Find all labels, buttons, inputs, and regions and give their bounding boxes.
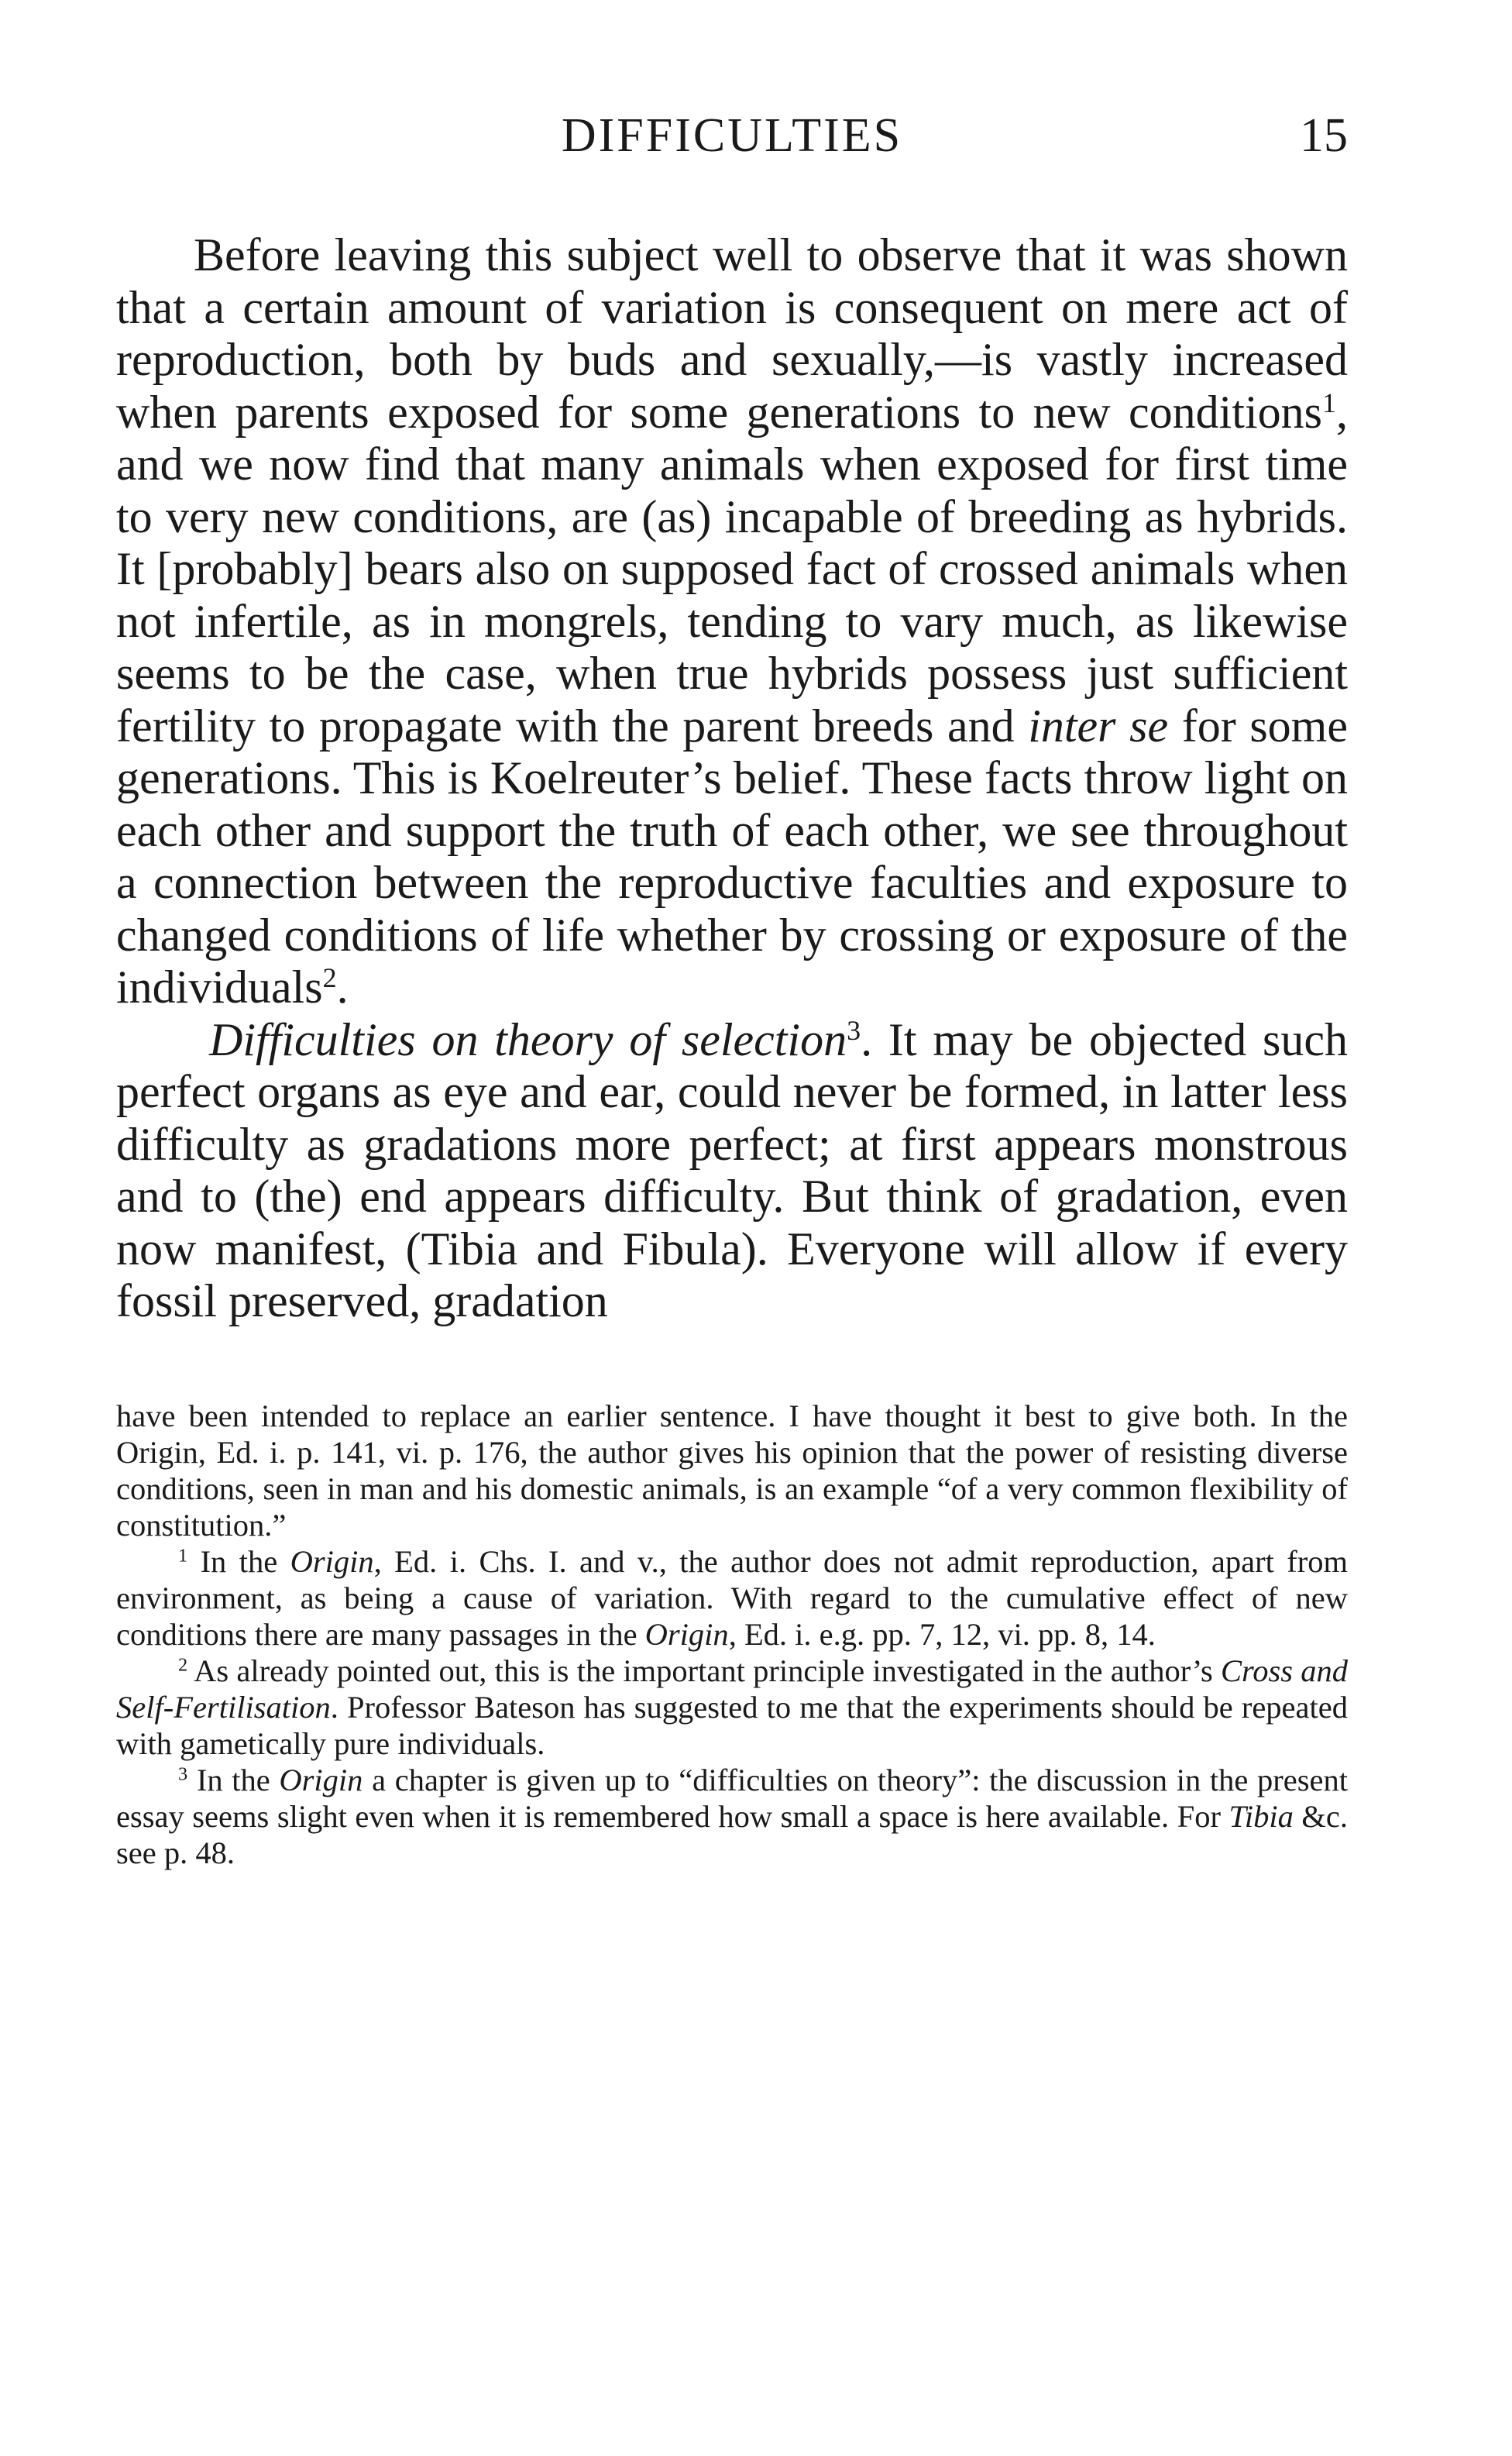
running-head: DIFFICULTIES — [561, 109, 903, 162]
section-heading: Difficulties on theory of selection — [209, 1013, 847, 1065]
text-run: . It may be objected such perfect organs as eye and ear, could never be formed, in latter less difficulty as gradations more perfect; at first appears monstrous and to (the) end appears difficulty. But think of gradation, even now manifest, (Tibia and Fibula). Everyone will allow if every fossil preserved, gradation — [116, 1013, 1348, 1326]
footnotes — [116, 1398, 1348, 1871]
footnote-text: In the — [187, 1543, 290, 1579]
footnote-marker: 2 — [178, 1654, 188, 1676]
footnote-text: . Professor Bateson has suggested to me that the experiments should be repeated with gametically pure individuals. — [116, 1689, 1348, 1761]
footnote-text: , Ed. i. Chs. I. and v., the author does not admit reproduction, apart from environment, as being a cause of variation. With regard to the cumulative effect of new conditions there are many passages in the — [116, 1543, 1348, 1652]
footnote-text: In the — [187, 1762, 280, 1797]
paragraph-reproduction — [116, 229, 1348, 1014]
book-title: Origin — [290, 1543, 374, 1579]
footnote-2 — [116, 1653, 1348, 1762]
footnote-1 — [116, 1543, 1348, 1653]
footnote-text: As already pointed out, this is the important principle investigated in the author’s — [187, 1653, 1221, 1688]
book-page — [116, 108, 1348, 1871]
book-title: Cross and Self-Fertilisation — [116, 1653, 1348, 1725]
footnote-marker: 1 — [178, 1545, 188, 1567]
page-number: 15 — [1300, 109, 1348, 162]
book-title: Origin — [279, 1762, 363, 1797]
footnote-ref-3: 3 — [847, 1014, 861, 1046]
italic-term: Tibia — [1228, 1798, 1294, 1834]
footnote-ref-2: 2 — [322, 962, 337, 994]
footnote-continued — [116, 1398, 1348, 1543]
page-header — [116, 108, 1348, 178]
footnote-marker: 3 — [178, 1763, 188, 1785]
footnote-text: , Ed. i. e.g. pp. 7, 12, vi. pp. 8, 14. — [728, 1616, 1156, 1652]
footnote-text: a chapter is given up to “difficulties on theory”: the discussion in the present essay seems slight even when it is remembered how small a space is here available. For — [116, 1762, 1348, 1834]
text-run: , and we now find that many animals when exposed for first time to very new conditions, are (as) incapable of breeding as hybrids. It [probably] bears also on supposed fact of crossed animals when not infertile, as in mongrels, tending to vary much, as likewise seems to be the case, when true hybrids possess just sufficient fertility to propagate with the parent breeds and — [116, 386, 1348, 752]
text-run: Before leaving this subject well to observe that it was shown that a certain amount of variation is consequent on mere act of reproduction, both by buds and sexually,—is vastly increased when parents exposed for some generations to new conditions — [116, 229, 1348, 438]
text-run: . — [336, 961, 349, 1013]
book-title: Origin — [644, 1616, 729, 1652]
footnote-text: &c. see p. 48. — [116, 1798, 1348, 1870]
paragraph-difficulties — [116, 1014, 1348, 1328]
footnote-3 — [116, 1762, 1348, 1871]
footnote-text: have been intended to replace an earlier sentence. I have thought it best to give both. In the Origin, Ed. i. p. 141, vi. p. 176, the author gives his opinion that the power of resisting diverse conditions, seen in man and his domestic animals, is an example “of a very common flexibility of constitution.” — [116, 1398, 1348, 1543]
footnote-ref-1: 1 — [1322, 387, 1336, 418]
italic-term: inter se — [1028, 700, 1169, 752]
main-text — [116, 229, 1348, 1328]
text-run: for some generations. This is Koelreuter’s belief. These facts throw light on each other and support the truth of each other, we see throughout a connection between the reproductive faculties and exposure to changed conditions of life whether by crossing or exposure of the individuals — [116, 700, 1348, 1013]
